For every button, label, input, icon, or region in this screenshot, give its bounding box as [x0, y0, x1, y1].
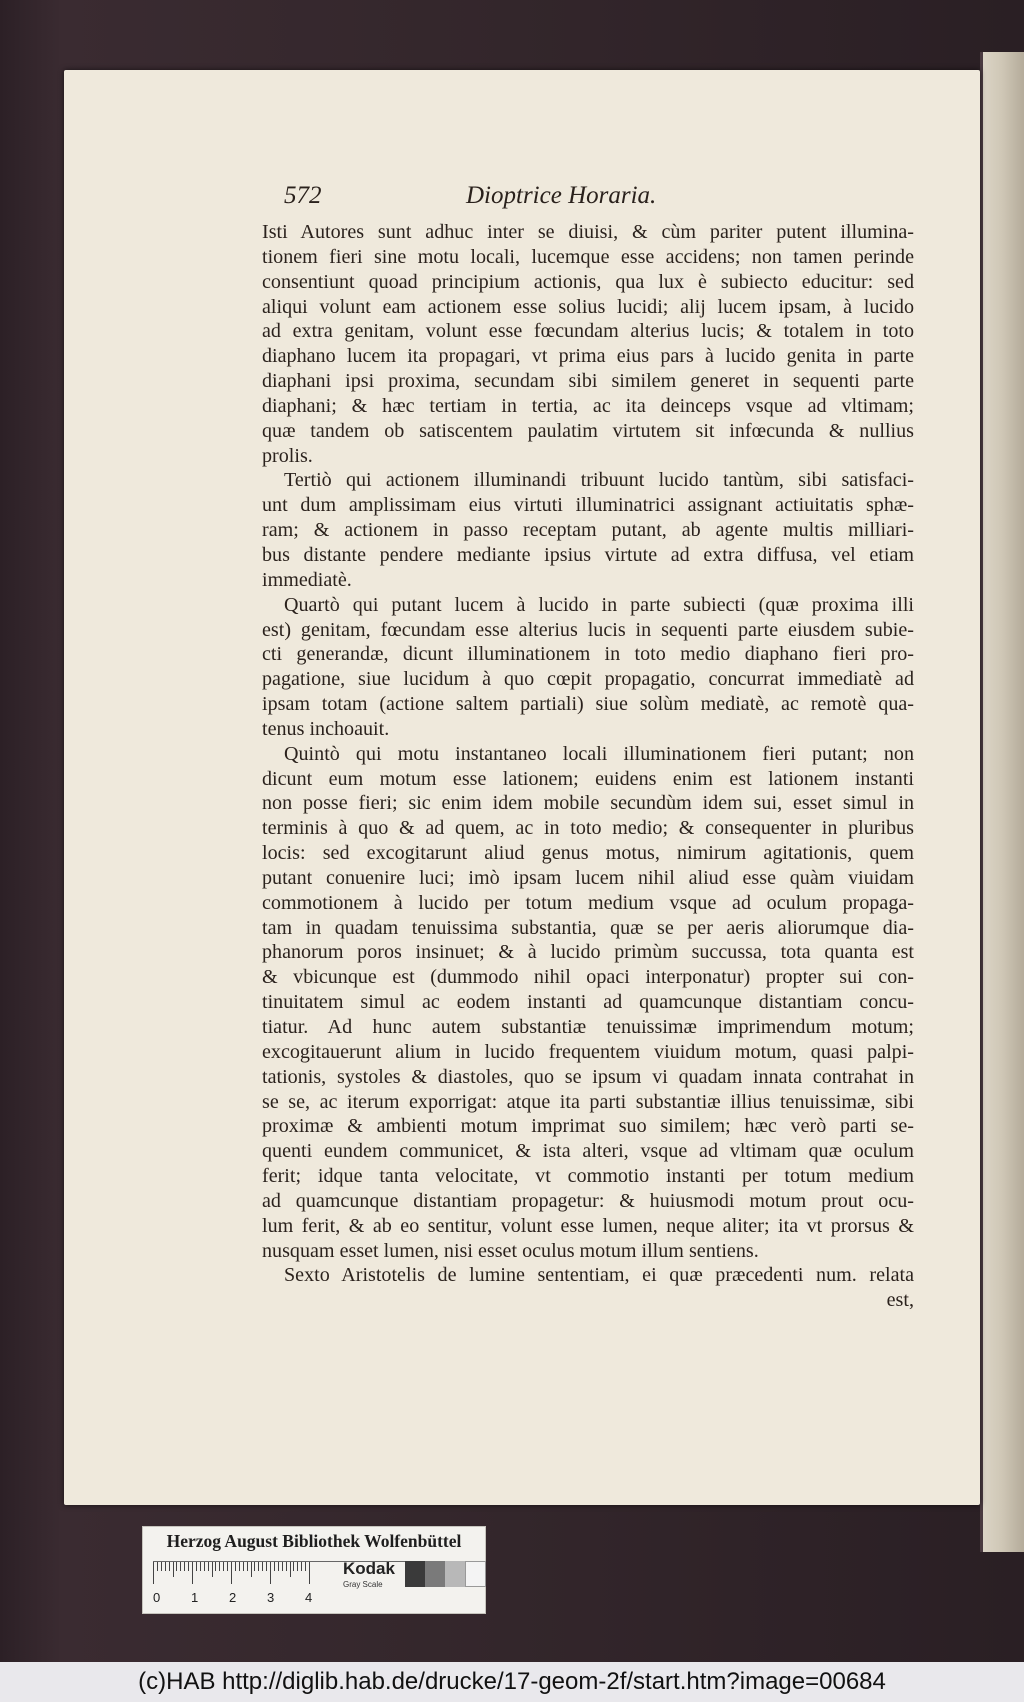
color-reference-plate — [142, 1526, 486, 1614]
ruler-tick — [180, 1562, 181, 1571]
text-line: Sexto Aristotelis de lumine sententiam, ei quæ præcedenti num. relata — [284, 1264, 914, 1287]
facing-page-edge — [980, 52, 1024, 1552]
ruler-tick — [251, 1562, 252, 1577]
ruler-tick — [262, 1562, 263, 1571]
page-number: 572 — [284, 182, 322, 209]
ruler-tick — [258, 1562, 259, 1571]
ruler-numbers — [153, 1590, 353, 1608]
ruler-tick — [266, 1562, 267, 1571]
gray-swatch — [465, 1561, 486, 1587]
ruler-number: 1 — [191, 1590, 199, 1605]
ruler-tick — [231, 1562, 232, 1584]
page-header — [284, 182, 724, 218]
text-line: Quintò qui motu instantaneo locali illuminationem fieri putant; non — [284, 742, 914, 765]
ruler-tick — [243, 1562, 244, 1571]
text-line: ad extra genitam, volunt esse fœcundam alterius lucis; & totalem in toto — [262, 320, 914, 343]
ruler-tick — [247, 1562, 248, 1571]
ruler-tick — [192, 1562, 193, 1584]
footer-bar — [0, 1662, 1024, 1702]
text-line: tionem fieri sine motu locali, lucemque esse accidens; non tamen perinde — [262, 245, 914, 268]
kodak-logo: Kodak — [343, 1559, 395, 1578]
library-name: Herzog August Bibliothek Wolfenbüttel — [166, 1531, 462, 1551]
text-line: tam in quadam tenuissima substantia, quæ se per aeris aliorumque dia- — [262, 916, 914, 939]
ruler-tick — [282, 1562, 283, 1571]
text-line: prolis. — [262, 444, 313, 467]
ruler-tick — [196, 1562, 197, 1571]
ruler-tick — [305, 1562, 306, 1571]
text-line: tenus inchoauit. — [262, 717, 390, 740]
text-line: ad quamcunque distantiam propagetur: & huiusmodi motum prout ocu- — [262, 1189, 914, 1212]
text-line: bus distante pendere mediante ipsius virtute ad extra diffusa, vel etiam — [262, 543, 914, 566]
ruler-tick — [208, 1562, 209, 1571]
text-line: putant conuenire luci; imò ipsam lucem nihil aliud esse quàm viuidam — [262, 866, 914, 889]
ruler-tick — [188, 1562, 189, 1571]
text-line: diaphano lucem ita propagari, vt prima eius pars à lucido genita in parte — [262, 345, 914, 368]
ruler-tick — [274, 1562, 275, 1571]
text-line: tinuitatem simul ac eodem instanti ad quamcunque distantiam concu- — [262, 991, 914, 1014]
text-line: est) genitam, fœcundam esse alterius lucis in sequenti parte eiusdem subie- — [262, 618, 914, 641]
ruler-number: 2 — [229, 1590, 237, 1605]
ruler-tick — [270, 1562, 271, 1584]
ruler-number: 0 — [153, 1590, 161, 1605]
ruler-tick — [235, 1562, 236, 1571]
text-line: lum ferit, & ab eo sentitur, volunt esse lumen, neque aliter; ita vt prorsus & — [262, 1214, 914, 1237]
ruler-tick — [286, 1562, 287, 1571]
text-line: ipsam totam (actione saltem partiali) siue solùm mediatè, ac remotè qua- — [262, 693, 914, 716]
ruler-tick — [212, 1562, 213, 1577]
ruler-tick — [169, 1562, 170, 1571]
ruler-tick — [297, 1562, 298, 1571]
ruler-tick — [200, 1562, 201, 1571]
text-line: locis: sed excogitarunt aliud genus motus, nimirum agitationis, quem — [262, 842, 914, 865]
ruler-tick — [293, 1562, 294, 1571]
text-line: cti generandæ, dicunt illuminationem in toto medio diaphano fieri pro- — [262, 643, 914, 666]
ruler-tick — [254, 1562, 255, 1571]
text-line: pagatione, siue lucidum à quo cœpit propagatio, concurrat immediatè ad — [262, 668, 914, 691]
ruler-tick — [165, 1562, 166, 1571]
text-line: phanorum poros insinuet; & à lucido primùm succussa, tota quanta est — [262, 941, 914, 964]
catchword: est, — [886, 1289, 914, 1312]
text-line: consentiunt quoad principium actionis, qua lux è subiecto educitur: sed — [262, 270, 914, 293]
gray-scale-label: Gray Scale — [343, 1580, 383, 1589]
ruler-number: 4 — [305, 1590, 313, 1605]
gray-swatch — [405, 1561, 426, 1587]
ruler-tick — [223, 1562, 224, 1571]
ruler-tick — [153, 1562, 154, 1584]
text-line: Tertiò qui actionem illuminandi tribuunt lucido tantùm, sibi satisfaci- — [284, 469, 914, 492]
text-line: & vbicunque est (dummodo nihil opaci interponatur) propter sui con- — [262, 966, 914, 989]
ruler-tick — [173, 1562, 174, 1577]
text-line: proximæ & ambienti motum imprimat suo similem; hæc verò parti se- — [262, 1115, 914, 1138]
ruler-tick — [278, 1562, 279, 1571]
text-line: quæ tandem ob satiscentem paulatim virtutem sit infœcunda & nullius — [262, 419, 914, 442]
ruler-tick — [204, 1562, 205, 1571]
body-text — [262, 220, 914, 1313]
ruler-tick — [301, 1562, 302, 1571]
ruler-tick — [161, 1562, 162, 1571]
ruler-tick — [227, 1562, 228, 1571]
text-line: aliqui volunt eam actionem esse solius lucidi; alij lucem ipsam, à lucido — [262, 295, 914, 318]
ruler-tick — [184, 1562, 185, 1571]
text-line: dicunt eum motum esse lationem; euidens enim est lationem instanti — [262, 767, 914, 790]
ruler-tick — [239, 1562, 240, 1571]
text-line: immediatè. — [262, 568, 352, 591]
gray-swatch — [445, 1561, 466, 1587]
text-line: diaphani; & hæc tertiam in tertia, ac ita deinceps vsque ad vltimam; — [262, 394, 914, 417]
text-line: Quartò qui putant lucem à lucido in parte subiecti (quæ proxima illi — [284, 593, 914, 616]
text-line: excogitauerunt alium in lucido frequentem viuidum motum, quasi palpi- — [262, 1040, 914, 1063]
text-line: tationis, systoles & diastoles, quo se ipsum vi quadam innata contrahat in — [262, 1065, 914, 1088]
running-title: Dioptrice Horaria. — [466, 182, 657, 209]
ruler-tick — [157, 1562, 158, 1571]
text-line: ram; & actionem in passo receptam putant, ab agente multis milliari- — [262, 519, 914, 542]
text-line: ferit; idque tanta velocitate, vt commotio instanti per totum medium — [262, 1165, 914, 1188]
text-line: quenti eundem communicet, & ista alteri, vsque ad vltimam quæ oculum — [262, 1140, 914, 1163]
gray-swatch — [425, 1561, 446, 1587]
text-line: nusquam esset lumen, nisi esset oculus motum illum sentiens. — [262, 1239, 759, 1262]
ruler-tick — [176, 1562, 177, 1571]
ruler-tick — [290, 1562, 291, 1577]
text-line: se se, ac iterum exporrigat: atque ita parti substantiæ illius tenuissimæ, sibi — [262, 1090, 914, 1113]
ruler-tick — [309, 1562, 310, 1584]
text-line: diaphani ipsi proxima, secundam sibi similem generet in sequenti parte — [262, 370, 914, 393]
ruler-number: 3 — [267, 1590, 275, 1605]
text-line: Isti Autores sunt adhuc inter se diuisi, & cùm pariter putent illumina- — [262, 221, 914, 243]
text-line: tiatur. Ad hunc autem substantiæ tenuissimæ imprimendum motum; — [262, 1016, 914, 1038]
ruler-tick — [219, 1562, 220, 1571]
text-line: terminis à quo & ad quem, ac in toto medio; & consequenter in pluribus — [262, 817, 914, 840]
ruler-tick — [215, 1562, 216, 1571]
text-line: commotionem à lucido per totum medium vsque ad oculum propaga- — [262, 891, 914, 914]
text-line: unt dum amplissimam eius virtuti illuminatrici assignant actiuitatis sphæ- — [262, 494, 914, 517]
credit-url: (c)HAB http://diglib.hab.de/drucke/17-geom-2f/start.htm?image=00684 — [138, 1668, 886, 1695]
text-line: non posse fieri; sic enim idem mobile secundùm idem sui, esset simul in — [262, 792, 914, 815]
